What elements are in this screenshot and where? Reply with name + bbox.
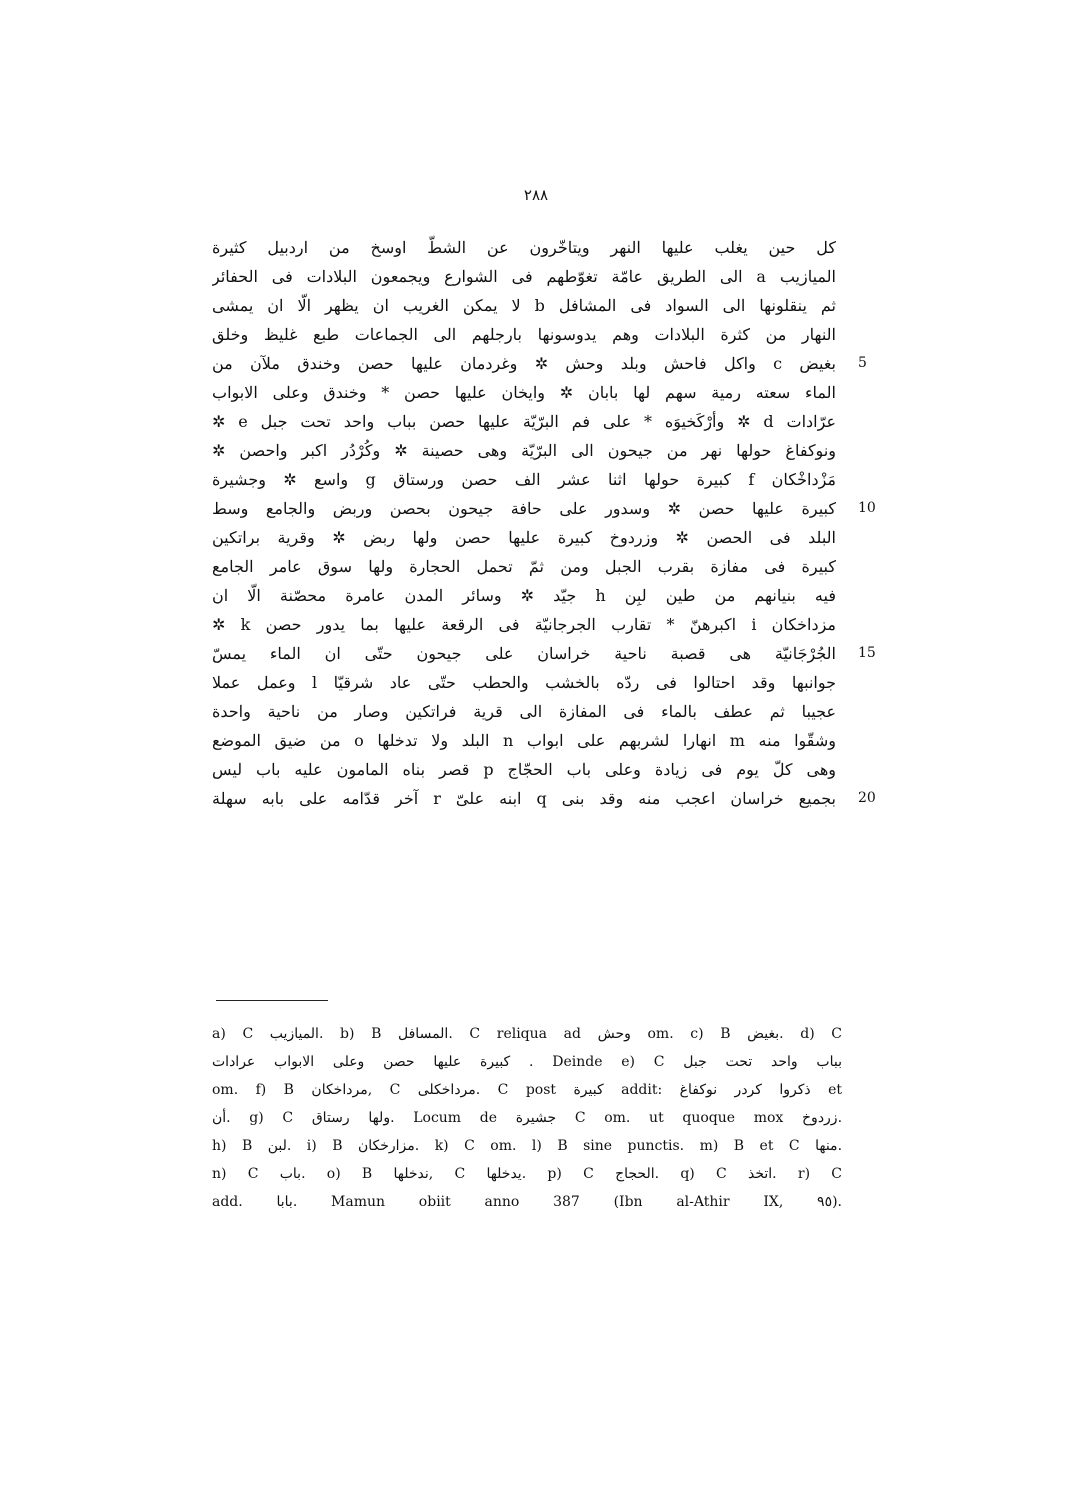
line-number (858, 465, 888, 494)
line-number (858, 262, 888, 291)
line-number (858, 378, 888, 407)
footnote-line: n) C باب. o) B ندخلها, C يدخلها. p) C الحجاج. q) C اتخذ. r) C (212, 1166, 842, 1182)
line-number (858, 755, 888, 784)
text-line: كبيرة عليها حصن ✲ وسدور على حافة جيحون بحصن وربض والجامع وسط (212, 499, 836, 518)
line-number (858, 320, 888, 349)
text-line: النهار من كثرة البلادات وهم يدوسونها بارجلهم الى الجماعات طبع غليظ وخلق (212, 325, 836, 344)
page-number: ٢٨٨ (523, 186, 549, 204)
line-number (858, 668, 888, 697)
text-line: الجُرْجَانيّة هى قصبة ناحية خراسان على جيحون حتّى ان الماء يمسّ (212, 644, 836, 663)
line-number (858, 697, 888, 726)
line-number (858, 407, 888, 436)
footnote-line: أن. g) C ولها رستاق. Locum de جشيرة C om. ut quoque mox زردوخ. (212, 1110, 842, 1126)
line-number (858, 233, 888, 262)
footnote-line: om. f) B مرداخكان, C مرداخكلى. C post كبيرة addit: ذكروا كردر نوكفاغ et (212, 1082, 842, 1098)
line-number: 10 (858, 500, 876, 516)
text-line: بغيض c واكل فاحش وبلد وحش ✲ وغردمان عليها حصن وخندق ملآن من (212, 354, 836, 373)
footnote-line: a) C الميازيب. b) B المسافل. C reliqua ad وحش om. c) B بغيض. d) C (212, 1026, 842, 1042)
text-line: بجميع خراسان اعجب منه وقد بنى q ابنه علىّ r آخر قدّامه على بابه سهلة (212, 789, 836, 808)
text-line: كل حين يغلب عليها النهر ويتاخّرون عن الشطّ اوسخ من اردبيل كثيرة (212, 238, 836, 257)
main-text (212, 233, 836, 813)
text-line: عرّادات d ✲ وأرْكَخيوَه * على فم البرّيّة عليها حصن بباب واحد تحت جبل e ✲ (212, 412, 836, 431)
text-line: مَزْداخْكان f كبيرة حولها اثنا عشر الف حصن ورستاق g واسع ✲ وجشيرة (212, 470, 836, 489)
text-line: ونوكفاغ حولها نهر من جيحون الى البرّيّة وهى حصينة ✲ وكُرْدُر اكبر واحصن ✲ (212, 441, 836, 460)
line-number (858, 581, 888, 610)
line-number (858, 726, 888, 755)
text-line: ثم ينقلونها الى السواد فى المشافل b لا يمكن الغريب ان يظهر الّا ان يمشى (212, 296, 836, 315)
line-number (858, 610, 888, 639)
text-line: الماء سعته رمية سهم لها بابان ✲ وايخان عليها حصن * وخندق وعلى الابواب (212, 383, 836, 402)
line-number: 20 (858, 790, 876, 806)
line-number (858, 291, 888, 320)
text-line: وشقّوا منه m انهارا لشربهم على ابواب n البلد ولا تدخلها o من ضيق الموضع (212, 731, 836, 750)
text-line: فيه بنيانهم من طين لبِن h جيّد ✲ وسائر المدن عامرة محصّنة الّا ان (212, 586, 836, 605)
text-line: جوانبها وقد احتالوا فى ردّه بالخشب والحطب حتّى عاد شرقيّا l وعمل عملا (212, 673, 836, 692)
line-number: 5 (858, 355, 867, 371)
text-line: عجيبا ثم عطف بالماء فى المفازة الى قرية فراتكين وصار من ناحية واحدة (212, 702, 836, 721)
footnote-rule (216, 1000, 328, 1001)
footnote-line: h) B لبن. i) B مزارخكان. k) C om. l) B sine punctis. m) B et C منها. (212, 1138, 842, 1154)
line-numbers (858, 233, 888, 813)
line-number: 15 (858, 645, 876, 661)
text-line: كبيرة فى مفازة بقرب الجبل ومن ثمّ تحمل الحجارة ولها سوق عامر الجامع (212, 557, 836, 576)
footnote-line: add. بابا. Mamun obiit anno 387 (Ibn al-Athir IX, ٩٥). (212, 1194, 842, 1210)
line-number (858, 436, 888, 465)
text-line: وهى كلّ يوم فى زيادة وعلى باب الحجّاج p قصر بناه المامون عليه باب ليس (212, 760, 836, 779)
line-number (858, 552, 888, 581)
text-line: مزداخكان i اكبرهنّ * تقارب الجرجانيّة فى الرقعة عليها بما يدور حصن k ✲ (212, 615, 836, 634)
footnote-line: كبيرة عليها حصن وعلى الابواب عرادات . Deinde e) C بباب واحد تحت جبل (212, 1054, 842, 1070)
text-line: الميازيب a الى الطريق عامّة تغوّطهم فى الشوارع ويجمعون البلادات فى الحفائر (212, 267, 836, 286)
footnotes (212, 1020, 842, 1216)
text-line: البلد فى الحصن ✲ وزردوخ كبيرة عليها حصن ولها ربض ✲ وقرية براتكين (212, 528, 836, 547)
line-number (858, 523, 888, 552)
